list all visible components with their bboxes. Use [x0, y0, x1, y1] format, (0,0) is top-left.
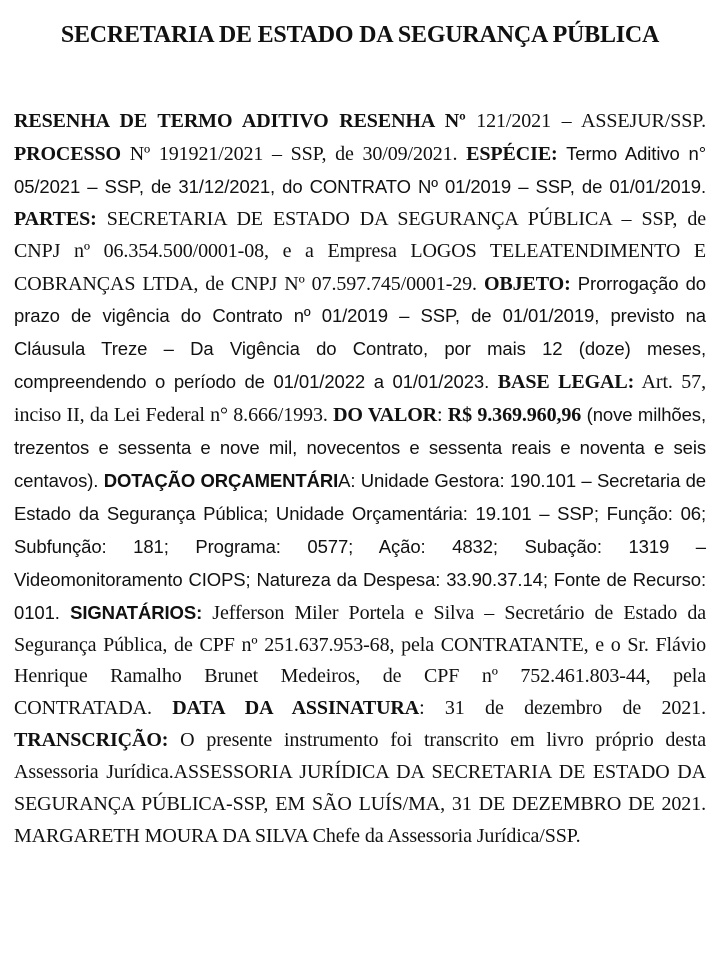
partes-value: SECRETARIA DE ESTADO DA SEGURANÇA PÚBLICA – SSP, de CNPJ nº 06.354.500/0001-08, e a Empresa LOGOS TELEATENDIMENTO E COBRANÇAS LTDA, de CNPJ Nº 07.597.745/0001-29.	[14, 207, 706, 295]
transcricao-value: O presente instrumento foi transcrito em livro próprio desta Assessoria Jurídica.ASSESSORIA JURÍDICA DA SECRETARIA DE ESTADO DA SEGURANÇA PÚBLICA-SSP, EM SÃO LUÍS/MA, 31 DE DEZEMBRO DE 2021. MARGARETH MOURA DA SILVA Chefe da Assessoria Jurídica/SSP.	[14, 729, 706, 847]
especie-label: ESPÉCIE:	[466, 142, 558, 165]
processo-value: Nº 191921/2021 – SSP, de 30/09/2021.	[121, 142, 467, 165]
partes-label: PARTES:	[14, 207, 97, 230]
transcricao-label: TRANSCRIÇÃO:	[14, 729, 169, 752]
objeto-label: OBJETO:	[483, 272, 571, 295]
signatarios-label: SIGNATÁRIOS:	[70, 601, 203, 623]
resenha-value: 121/2021 – ASSEJUR/SSP.	[465, 110, 706, 132]
page-title: SECRETARIA DE ESTADO DA SEGURANÇA PÚBLICA	[60, 22, 660, 48]
data-assinatura-label: DATA DA ASSINATURA	[172, 697, 420, 720]
document-page	[14, 18, 706, 853]
signatarios-value: Jefferson Miler Portela e Silva – Secretário de Estado da Segurança Pública, de CPF nº 251.637.953-68, pela CONTRATANTE, e o Sr. Flávio Henrique Ramalho Brunet Medeiros, de CPF nº 752.461.803-44, pela CONTRATADA.	[14, 601, 706, 720]
valor-amount: R$ 9.369.960,96	[447, 404, 582, 427]
dotacao-value: A: Unidade Gestora: 190.101 – Secretaria de Estado da Segurança Pública; Unidade Orçamentária: 19.101 – SSP; Função: 06; Subfunção: 181; Programa: 0577; Ação: 4832; Subação: 1319 – Videomonitoramento CIOPS; Natureza da Despesa: 33.90.37.14; Fonte de Recurso: 0101.	[14, 469, 706, 623]
base-legal-label: BASE LEGAL:	[497, 371, 635, 394]
valor-label: DO VALOR	[333, 404, 437, 427]
processo-label: PROCESSO	[14, 142, 122, 165]
base-legal-value: Art. 57, inciso II, da Lei Federal n° 8.666/1993.	[14, 371, 706, 427]
resenha-paragraph	[14, 106, 706, 853]
especie-value: Termo Aditivo n° 05/2021 – SSP, de 31/12/2021, do CONTRATO Nº 01/2019 – SSP, de 01/01/2019.	[14, 142, 707, 197]
objeto-value: Prorrogação do prazo de vigência do Contrato nº 01/2019 – SSP, de 01/01/2019, previsto na Cláusula Treze – Da Vigência do Contrato, por mais 12 (doze) meses, compreendendo o período de 01/01/2022 a 01/01/2023.	[14, 272, 706, 393]
dotacao-label: DOTAÇÃO ORÇAMENTÁRI	[103, 469, 339, 491]
resenha-label: RESENHA DE TERMO ADITIVO RESENHA Nº	[14, 110, 466, 132]
valor-colon: :	[437, 404, 448, 427]
data-assinatura-value: : 31 de dezembro de 2021.	[419, 697, 706, 720]
valor-extenso: (nove milhões, trezentos e sessenta e nove mil, novecentos e sessenta reais e noventa e seis centavos).	[14, 404, 706, 491]
